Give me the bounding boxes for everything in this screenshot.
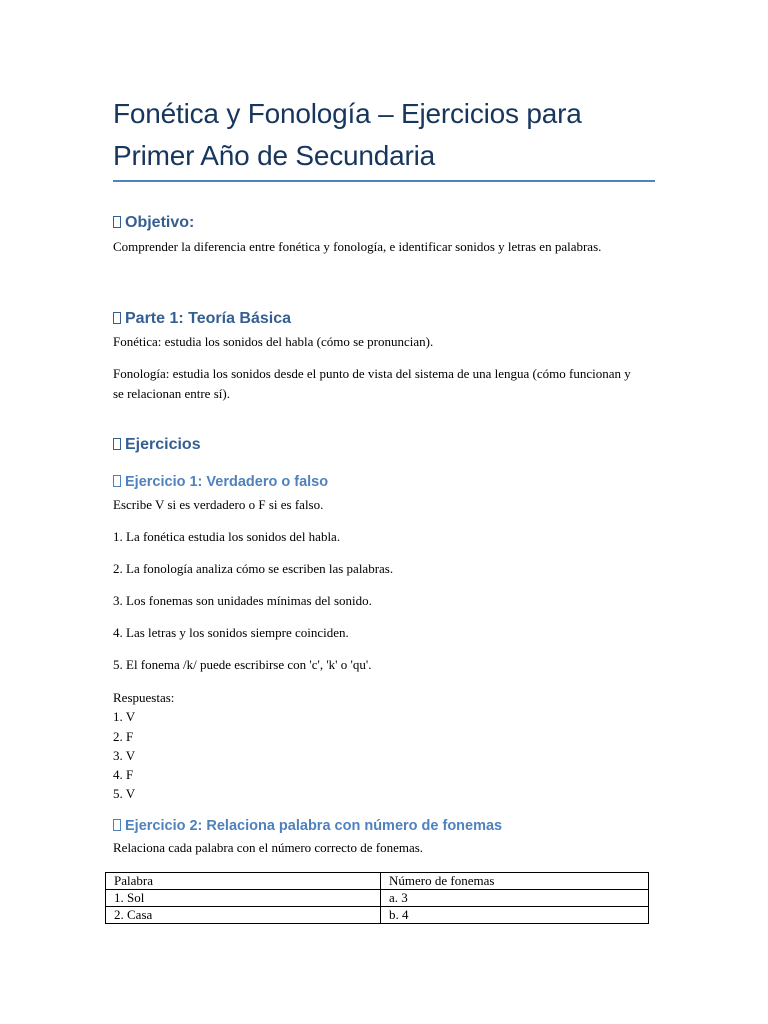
- table-cell: 2. Casa: [106, 907, 381, 924]
- ejercicio1-item: 3. Los fonemas son unidades mínimas del sonido.: [113, 593, 372, 608]
- ejercicio1-heading-text: Ejercicio 1: Verdadero o falso: [125, 474, 329, 490]
- objetivo-text: Comprender la diferencia entre fonética y fonología, e identificar sonidos y letras en palabras.: [113, 239, 602, 254]
- fonemas-table: [105, 872, 649, 924]
- parte1-fonologia-text: Fonología: estudia los sonidos desde el punto de vista del sistema de una lengua (cómo funcionan y se relacionan entre sí).: [113, 366, 631, 401]
- ejercicio1-heading: [113, 473, 328, 491]
- table-cell: 1. Sol: [106, 890, 381, 907]
- objetivo-heading: [113, 213, 194, 233]
- answer-item: 1. V: [113, 709, 136, 725]
- title-underline: [113, 180, 655, 182]
- answer-item: 2. F: [113, 728, 134, 744]
- ejercicio2-instruction: Relaciona cada palabra con el número correcto de fonemas.: [113, 840, 424, 855]
- table-row: [106, 890, 649, 907]
- missing-glyph-icon: [113, 312, 121, 324]
- parte1-fonetica-text: Fonética: estudia los sonidos del habla (cómo se pronuncian).: [113, 334, 434, 349]
- answers-label: Respuestas:: [113, 690, 175, 705]
- missing-glyph-icon: [113, 438, 121, 450]
- parte1-heading-text: Parte 1: Teoría Básica: [125, 310, 292, 327]
- answers-block: [113, 688, 633, 804]
- missing-glyph-icon: [113, 819, 121, 831]
- ejercicio2-heading: [113, 817, 502, 835]
- table-cell: a. 3: [381, 890, 649, 907]
- ejercicio1-item: 2. La fonología analiza cómo se escriben las palabras.: [113, 561, 394, 576]
- ejercicios-heading: [113, 435, 201, 455]
- answer-item: 3. V: [113, 747, 136, 763]
- document-title: Fonética y Fonología – Ejercicios para Primer Año de Secundaria: [113, 98, 582, 171]
- ejercicio1-instruction: Escribe V si es verdadero o F si es falso.: [113, 497, 324, 512]
- table-cell: b. 4: [381, 907, 649, 924]
- ejercicio1-item: 1. La fonética estudia los sonidos del habla.: [113, 529, 341, 544]
- table-header-row: [106, 873, 649, 890]
- objetivo-heading-text: Objetivo:: [125, 214, 195, 231]
- missing-glyph-icon: [113, 216, 121, 228]
- ejercicio2-heading-text: Ejercicio 2: Relaciona palabra con número de fonemas: [125, 818, 503, 834]
- ejercicios-heading-text: Ejercicios: [125, 436, 201, 453]
- answer-item: 5. V: [113, 786, 136, 802]
- table-row: [106, 907, 649, 924]
- answer-item: 4. F: [113, 767, 134, 783]
- parte1-heading: [113, 309, 291, 329]
- ejercicio1-item: 5. El fonema /k/ puede escribirse con 'c', 'k' o 'qu'.: [113, 657, 372, 672]
- missing-glyph-icon: [113, 475, 121, 487]
- table-header-cell: Palabra: [106, 873, 381, 890]
- table-header-cell: Número de fonemas: [381, 873, 649, 890]
- ejercicio1-item: 4. Las letras y los sonidos siempre coinciden.: [113, 625, 349, 640]
